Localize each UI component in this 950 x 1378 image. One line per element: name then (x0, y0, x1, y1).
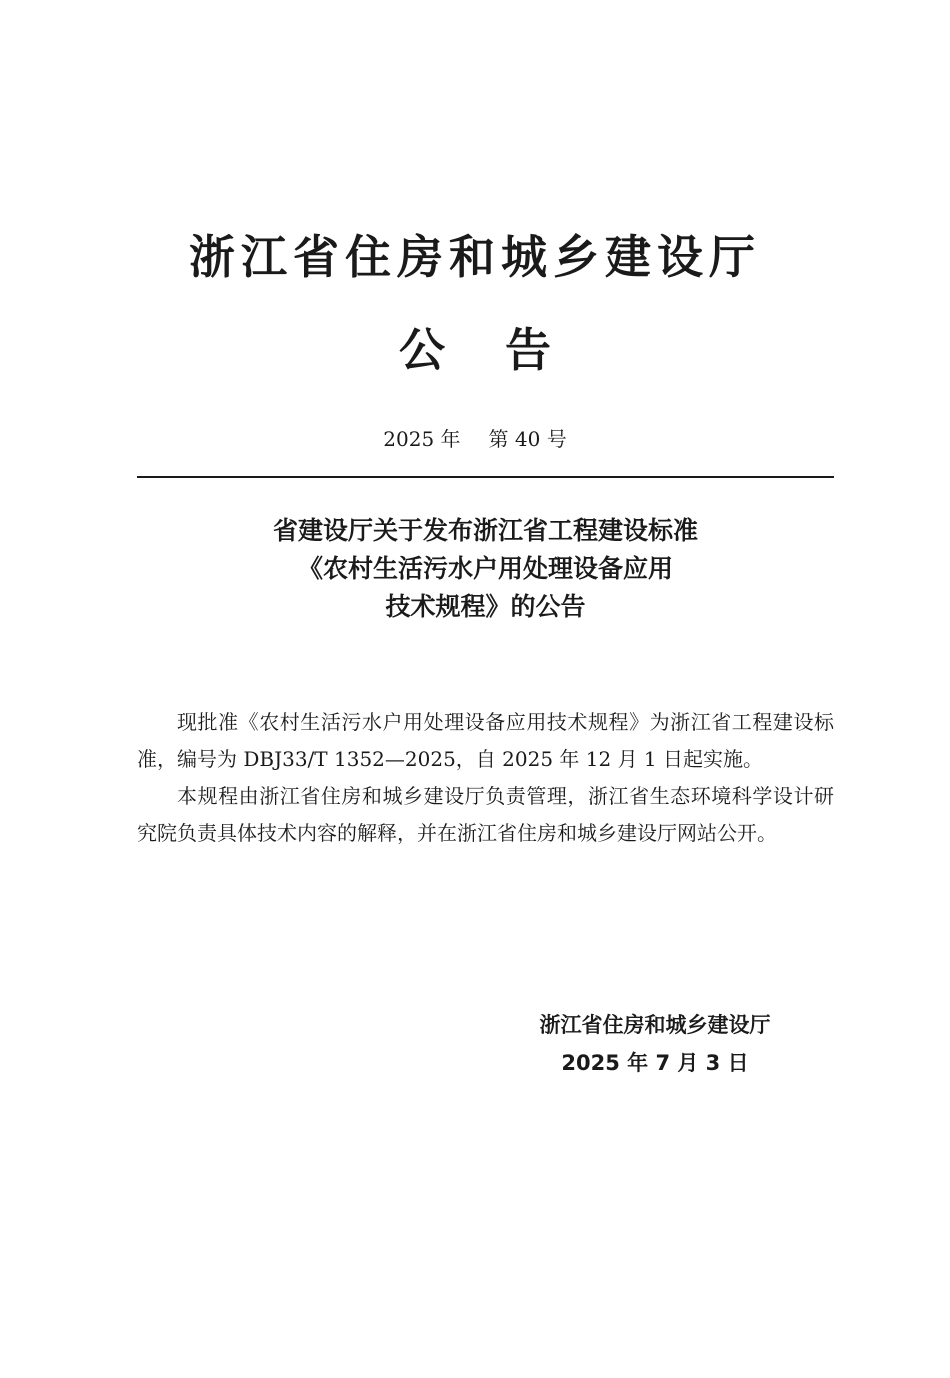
document-number (0, 424, 950, 454)
body-paragraph-1: 现批准《农村生活污水户用处理设备应用技术规程》为浙江省工程建设标准，编号为 DBJ33/T 1352—2025，自 2025 年 12 月 1 日起实施。 (137, 710, 834, 771)
document-type-char-1: 公 (399, 323, 445, 377)
document-type-char-2: 告 (505, 323, 551, 377)
signature-org: 浙江省住房和城乡建设厅 (539, 1013, 771, 1037)
body-paragraph-2: 本规程由浙江省住房和城乡建设厅负责管理，浙江省生态环境科学设计研究院负责具体技术内容的解释，并在浙江省住房和城乡建设厅网站公开。 (137, 784, 834, 845)
notice-title (137, 512, 834, 626)
document-type-heading (0, 318, 950, 382)
notice-title-line-3: 技术规程》的公告 (385, 592, 586, 621)
notice-title-line-2: 《农村生活污水户用处理设备应用 (297, 554, 673, 583)
notice-title-line-1: 省建设厅关于发布浙江省工程建设标准 (272, 516, 698, 545)
document-year: 2025 年 (383, 427, 461, 451)
issuer-heading: 浙江省住房和城乡建设厅 (189, 230, 761, 284)
document-serial: 第 40 号 (488, 427, 567, 451)
header-divider (137, 476, 834, 478)
signature-date: 2025 年 7 月 3 日 (561, 1051, 749, 1075)
notice-body (137, 704, 834, 852)
signature-block (470, 1006, 840, 1082)
